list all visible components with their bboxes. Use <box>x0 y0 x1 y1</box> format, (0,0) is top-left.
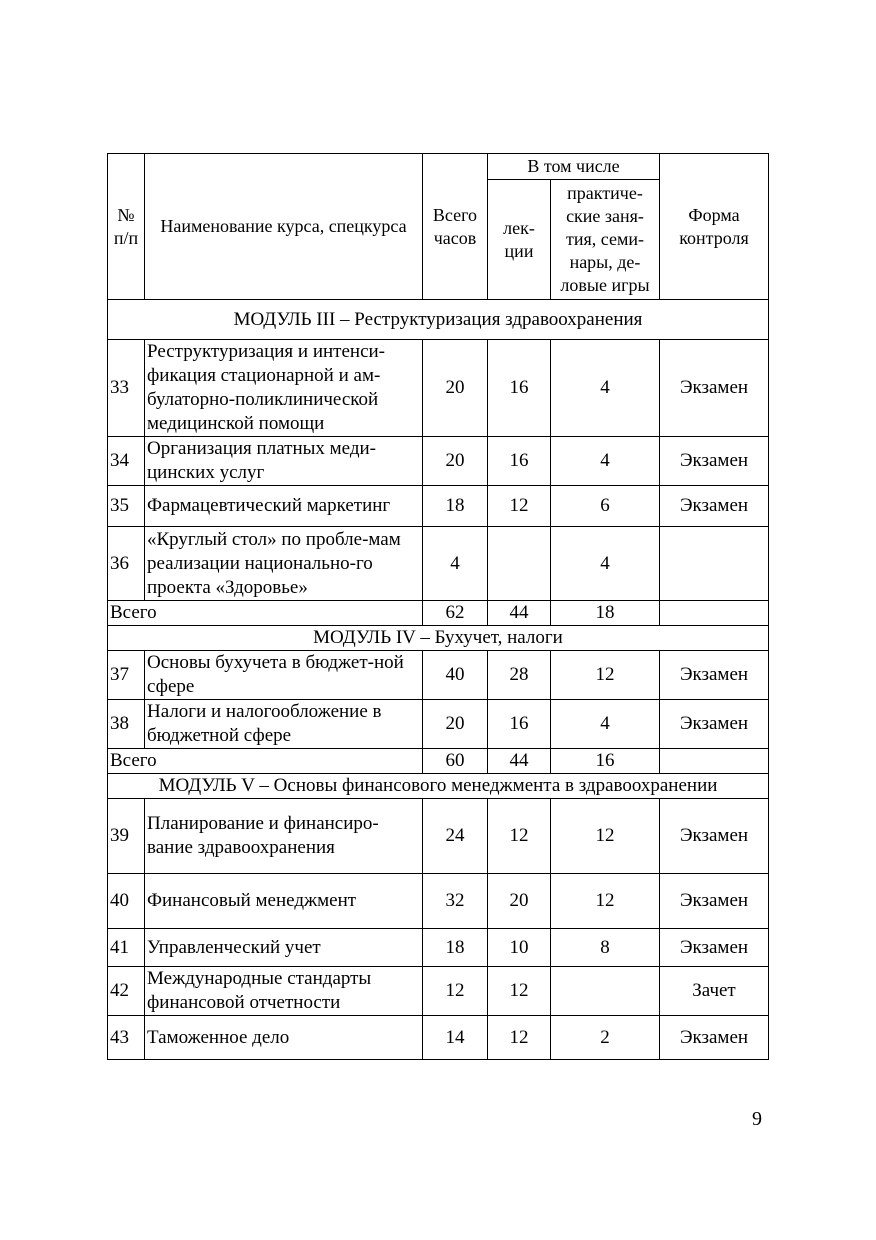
row-practice: 4 <box>551 527 660 601</box>
row-control: Зачет <box>660 967 769 1016</box>
row-control: Экзамен <box>660 340 769 437</box>
row-course-name: Планирование и финансиро-вание здравоохранения <box>145 799 423 874</box>
row-num: 38 <box>108 700 145 749</box>
row-lectures: 16 <box>488 437 551 486</box>
totals-control <box>660 601 769 626</box>
curriculum-table <box>107 153 769 1060</box>
row-control: Экзамен <box>660 700 769 749</box>
table-row <box>108 1016 769 1060</box>
page-number: 9 <box>752 1108 762 1130</box>
row-total: 32 <box>423 874 488 929</box>
totals-total: 60 <box>423 749 488 774</box>
totals-control <box>660 749 769 774</box>
row-lectures: 12 <box>488 486 551 527</box>
row-total: 18 <box>423 486 488 527</box>
totals-row <box>108 749 769 774</box>
row-course-name: Реструктуризация и интенси-фикация стационарной и ам-булаторно-поликлинической медицинской помощи <box>145 340 423 437</box>
row-num: 39 <box>108 799 145 874</box>
row-num: 41 <box>108 929 145 967</box>
row-lectures <box>488 527 551 601</box>
row-num: 36 <box>108 527 145 601</box>
header-practice: практиче-ские заня-тия, семи-нары, де-ловые игры <box>551 180 660 300</box>
row-lectures: 10 <box>488 929 551 967</box>
row-practice: 4 <box>551 437 660 486</box>
totals-row <box>108 601 769 626</box>
table-row <box>108 486 769 527</box>
totals-label: Всего <box>108 749 423 774</box>
row-total: 4 <box>423 527 488 601</box>
row-lectures: 16 <box>488 340 551 437</box>
header-control-form: Форма контроля <box>660 154 769 300</box>
header-including: В том числе <box>488 154 660 180</box>
table-row <box>108 799 769 874</box>
row-course-name: Основы бухучета в бюджет-ной сфере <box>145 651 423 700</box>
row-course-name: Фармацевтический маркетинг <box>145 486 423 527</box>
row-total: 24 <box>423 799 488 874</box>
row-course-name: Таможенное дело <box>145 1016 423 1060</box>
header-course-name: Наименование курса, спецкурса <box>145 154 423 300</box>
row-course-name: Организация платных меди-цинских услуг <box>145 437 423 486</box>
row-num: 40 <box>108 874 145 929</box>
row-num: 42 <box>108 967 145 1016</box>
header-num: № п/п <box>108 154 145 300</box>
row-total: 20 <box>423 437 488 486</box>
table-row <box>108 967 769 1016</box>
totals-lectures: 44 <box>488 601 551 626</box>
totals-practice: 16 <box>551 749 660 774</box>
row-control: Экзамен <box>660 1016 769 1060</box>
table-row <box>108 929 769 967</box>
row-num: 34 <box>108 437 145 486</box>
row-num: 37 <box>108 651 145 700</box>
row-lectures: 12 <box>488 799 551 874</box>
row-total: 12 <box>423 967 488 1016</box>
row-control: Экзамен <box>660 874 769 929</box>
header-lectures: лек-ции <box>488 180 551 300</box>
row-lectures: 12 <box>488 1016 551 1060</box>
row-lectures: 20 <box>488 874 551 929</box>
row-control: Экзамен <box>660 486 769 527</box>
row-practice: 12 <box>551 874 660 929</box>
row-course-name: Управленческий учет <box>145 929 423 967</box>
module-title: МОДУЛЬ V – Основы финансового менеджмента в здравоохранении <box>108 774 769 799</box>
table-row <box>108 651 769 700</box>
totals-total: 62 <box>423 601 488 626</box>
row-num: 43 <box>108 1016 145 1060</box>
row-num: 33 <box>108 340 145 437</box>
header-total-hours: Всего часов <box>423 154 488 300</box>
totals-label: Всего <box>108 601 423 626</box>
row-lectures: 12 <box>488 967 551 1016</box>
row-course-name: «Круглый стол» по пробле-мам реализации национально-го проекта «Здоровье» <box>145 527 423 601</box>
row-total: 14 <box>423 1016 488 1060</box>
row-control: Экзамен <box>660 651 769 700</box>
row-practice: 4 <box>551 340 660 437</box>
row-practice: 4 <box>551 700 660 749</box>
table-row <box>108 874 769 929</box>
row-total: 20 <box>423 340 488 437</box>
row-course-name: Международные стандарты финансовой отчетности <box>145 967 423 1016</box>
module-title: МОДУЛЬ III – Реструктуризация здравоохранения <box>108 300 769 340</box>
table-row <box>108 437 769 486</box>
totals-lectures: 44 <box>488 749 551 774</box>
row-course-name: Налоги и налогообложение в бюджетной сфере <box>145 700 423 749</box>
row-course-name: Финансовый менеджмент <box>145 874 423 929</box>
row-control: Экзамен <box>660 437 769 486</box>
row-control: Экзамен <box>660 929 769 967</box>
row-practice: 6 <box>551 486 660 527</box>
row-num: 35 <box>108 486 145 527</box>
row-total: 40 <box>423 651 488 700</box>
row-control: Экзамен <box>660 799 769 874</box>
module-title: МОДУЛЬ IV – Бухучет, налоги <box>108 626 769 651</box>
row-control <box>660 527 769 601</box>
row-practice: 8 <box>551 929 660 967</box>
totals-practice: 18 <box>551 601 660 626</box>
row-total: 20 <box>423 700 488 749</box>
row-total: 18 <box>423 929 488 967</box>
table-row <box>108 340 769 437</box>
row-practice: 12 <box>551 799 660 874</box>
row-practice: 12 <box>551 651 660 700</box>
row-practice: 2 <box>551 1016 660 1060</box>
row-lectures: 16 <box>488 700 551 749</box>
row-lectures: 28 <box>488 651 551 700</box>
table-row <box>108 700 769 749</box>
row-practice <box>551 967 660 1016</box>
table-row <box>108 527 769 601</box>
